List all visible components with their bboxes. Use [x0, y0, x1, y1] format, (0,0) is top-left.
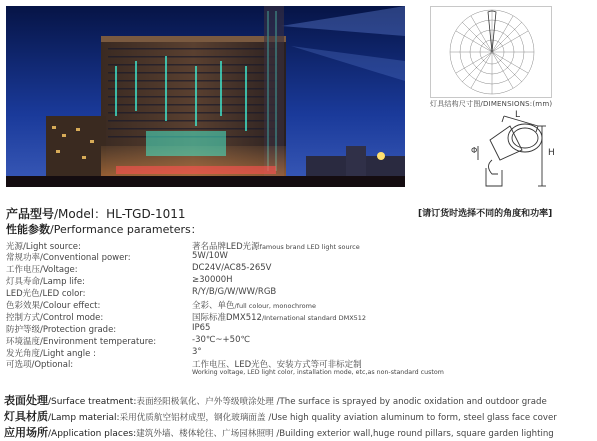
application-places-text: 建筑外墙、楼体轮往、广场园林照明 /Building exterior wall,huge round pillars, square garden lighting	[136, 429, 554, 439]
spec-label: LED光色/LED color:	[6, 289, 86, 299]
performance-label-en: /Performance parameters：	[50, 223, 202, 236]
spec-value: 全彩、单色/full colour, monochrome	[192, 301, 316, 311]
spec-value: 5W/10W	[192, 251, 228, 261]
spec-value: ≥30000H	[192, 275, 233, 285]
spec-label: 控制方式/Control mode:	[6, 313, 104, 323]
spec-label: 常规功率/Conventional power:	[6, 253, 131, 263]
spec-value: -30℃~+50℃	[192, 335, 251, 345]
surface-treatment-text: 表面经阳极氧化、户外等级喷涂处理 /The surface is sprayed by anodic oxidation and outdoor grade	[136, 397, 547, 407]
performance-label-zh: 性能参数	[6, 223, 50, 236]
optional-note: Working voltage, LED light color, installation mode, etc,as non-standard custom	[192, 369, 444, 376]
lamp-material-heading: 灯具材质	[4, 410, 48, 423]
spec-label: 光源/Light source:	[6, 242, 81, 252]
spec-value: DC24V/AC85-265V	[192, 263, 272, 273]
model-title	[6, 205, 186, 222]
model-label-zh: 产品型号	[6, 207, 55, 221]
building-night-illustration	[6, 6, 405, 187]
spec-value: 著名品牌LED光源famous brand LED light source	[192, 242, 360, 252]
application-places-line	[4, 424, 554, 440]
spec-value: R/Y/B/G/W/WW/RGB	[192, 287, 277, 297]
surface-treatment-line	[4, 392, 547, 408]
spec-label: 可选项/Optional:	[6, 360, 74, 370]
surface-treatment-heading: 表面处理	[4, 394, 48, 407]
spec-value: 国际标准DMX512/International standard DMX512	[192, 313, 367, 323]
application-places-heading: 应用场所	[4, 426, 48, 439]
model-label-en: /Model：HL-TGD-1011	[54, 207, 186, 221]
application-places-heading-en: /Application places:	[48, 429, 137, 439]
dim-label-l: L	[515, 110, 521, 120]
spec-label: 灯具寿命/Lamp life:	[6, 277, 85, 287]
dim-label-phi: Φ	[471, 146, 478, 155]
dim-label-h: H	[548, 148, 555, 158]
performance-heading	[6, 221, 202, 237]
polar-curve-icon	[431, 7, 553, 99]
spec-label: 防护等级/Protection grade:	[6, 325, 117, 335]
spec-label: 色彩效果/Colour effect:	[6, 301, 101, 311]
spec-value: 工作电压、LED光色、安装方式等可非标定制	[192, 360, 362, 370]
spec-label: 工作电压/Voltage:	[6, 265, 78, 275]
spec-label: 环境温度/Environment temperature:	[6, 337, 157, 347]
order-notice: [请订货时选择不同的角度和功率]	[418, 209, 553, 219]
light-distribution-diagram	[430, 6, 552, 98]
fixture-dimension-drawing	[430, 108, 570, 190]
building-photo	[6, 6, 405, 187]
lamp-material-heading-en: /Lamp material:	[48, 413, 120, 423]
dimensions-caption: 灯具结构尺寸图/DIMENSIONS:(mm)	[430, 100, 553, 108]
spec-value: IP65	[192, 323, 211, 333]
spec-label: 发光角度/Light angle :	[6, 349, 96, 359]
spec-value: 3°	[192, 347, 202, 357]
surface-treatment-heading-en: /Surface treatment:	[48, 397, 137, 407]
lamp-material-text: 采用优质航空铝材成型，钢化玻璃面盖 /Use high quality aviation aluminum to form, steel glass face cover	[119, 413, 557, 423]
lamp-material-line	[4, 408, 557, 424]
